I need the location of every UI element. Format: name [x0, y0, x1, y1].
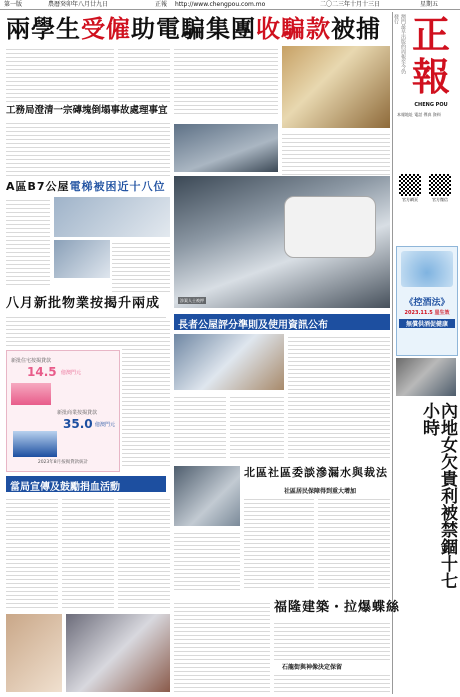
lead-headline [6, 14, 381, 44]
lead-headline-red-2: 收騙款 [256, 15, 331, 43]
story-f-body [396, 402, 418, 692]
column-divider [392, 12, 393, 694]
story-g-body-2 [274, 620, 390, 660]
lead-body-col-2 [118, 46, 170, 102]
promo-title: 《控酒法》 [404, 298, 450, 308]
story-f-headline: 內地女欠貴利被禁錮十七小時 [419, 402, 457, 589]
story-g-headline: 福隆建築・拉爆蝶絲 [274, 600, 401, 615]
story-e-body-1 [174, 530, 240, 590]
story-a-body [6, 197, 50, 287]
story-d-body-3 [230, 394, 284, 460]
police-vehicle [284, 196, 376, 258]
lunar-date: 農曆癸卯年八月廿九日 [48, 1, 109, 8]
story-a-body-2 [112, 240, 170, 292]
promo-subtitle: 無償供酒促健康 [399, 319, 455, 328]
infographic-unit-1: 億澳門元 [61, 370, 82, 376]
infographic-value-1: 14.5 [27, 365, 57, 379]
lead-headline-part-1: 兩學生 [6, 15, 81, 43]
qr-label-2: 官方微信 [432, 197, 448, 202]
story-c-headline: 當局宣傳及鼓勵捐血活動 [10, 482, 120, 493]
qr-code-2[interactable] [429, 174, 451, 196]
qr-code-1[interactable] [399, 174, 421, 196]
glass-icon [401, 251, 453, 287]
masthead-tagline: 澳門最早出版的周報至今仍發行 [393, 14, 406, 74]
qr-label-1: 官方網頁 [402, 197, 418, 202]
arrest-caption: 涉案人士被押 [180, 298, 204, 303]
story-c-body-1 [6, 496, 58, 608]
story-a-headline-highlight: 電梯被困近十八位 [69, 180, 166, 193]
story-b-headline: 八月新批物業按揭升兩成 [6, 296, 161, 311]
lead-body-col-4 [282, 131, 390, 175]
story-f-photo [396, 358, 456, 396]
story-e-headline: 北區社區委談滲漏水與裁法 [244, 466, 388, 479]
header-date: 二〇二三年十月十三日 [320, 1, 381, 8]
section-label: 第一版 [4, 1, 23, 8]
cash-evidence-photo [282, 46, 390, 128]
story-a-photo-2 [54, 240, 110, 278]
masthead-info: 本報地址 電話 傳真 資料 [397, 112, 441, 117]
story-g-body-3 [274, 672, 390, 692]
story-d-body-1 [174, 394, 226, 460]
masthead-title: 正報 [411, 13, 450, 99]
infographic-value-2: 35.0 [63, 417, 93, 431]
district-meeting-photo [174, 466, 240, 526]
story-a-photo-1 [54, 197, 170, 237]
story-g-subhead: 石龍街與神像決定保留 [282, 664, 343, 671]
infographic-unit-2: 億澳門元 [95, 422, 116, 428]
masthead [395, 14, 457, 204]
header-url: http://www.chengpou.com.mo [175, 1, 266, 8]
works-bureau-subhead: 工務局澄清一宗磚塊倒塌事故處理事宜 [6, 105, 168, 116]
promo-panel [396, 246, 458, 356]
infographic-label-2: 新批商業按揭貸款 [57, 410, 98, 416]
mortgage-infographic [6, 350, 120, 472]
header-weekday: 星期五 [420, 1, 439, 8]
story-e-subhead: 社區居民保障得到重大增加 [284, 488, 357, 495]
blood-donation-photo [6, 614, 62, 692]
promo-date: 2023.11.5 星生效 [404, 310, 450, 316]
meeting-photo [66, 614, 170, 692]
works-bureau-body [6, 120, 170, 178]
story-d-body-2 [288, 334, 390, 460]
story-d-band [174, 314, 390, 330]
story-d-headline: 長者公屋評分準則及使用資訊公布 [178, 320, 328, 331]
story-c-body-3 [118, 496, 170, 608]
story-a-headline-plain: A區B7公屋 [6, 180, 70, 193]
story-c-body-2 [62, 496, 114, 608]
story-b-body-2 [122, 318, 170, 468]
infographic-footer: 2023年8月按揭貸款統計 [37, 460, 89, 465]
story-g-body-1 [174, 600, 270, 692]
house-icon [11, 383, 51, 405]
lead-headline-red-1: 受僱 [81, 15, 131, 43]
police-car-photo [174, 124, 278, 172]
building-icon [13, 431, 57, 457]
press-conference-photo [174, 334, 284, 390]
story-a-headline [6, 180, 166, 194]
lead-body-col-3 [174, 46, 278, 116]
lead-headline-part-3: 被捕 [331, 15, 381, 43]
header-paper-name: 正報 [155, 1, 168, 8]
masthead-english: CHENG POU [414, 102, 448, 108]
infographic-label-1: 新批住宅按揭貸款 [11, 358, 52, 364]
lead-headline-part-2: 助電騙集團 [131, 15, 256, 43]
page-header [0, 0, 460, 10]
story-c-band [6, 476, 166, 492]
story-e-body-2 [244, 496, 314, 590]
story-e-body-3 [318, 496, 390, 590]
lead-body-col-1 [6, 46, 114, 102]
